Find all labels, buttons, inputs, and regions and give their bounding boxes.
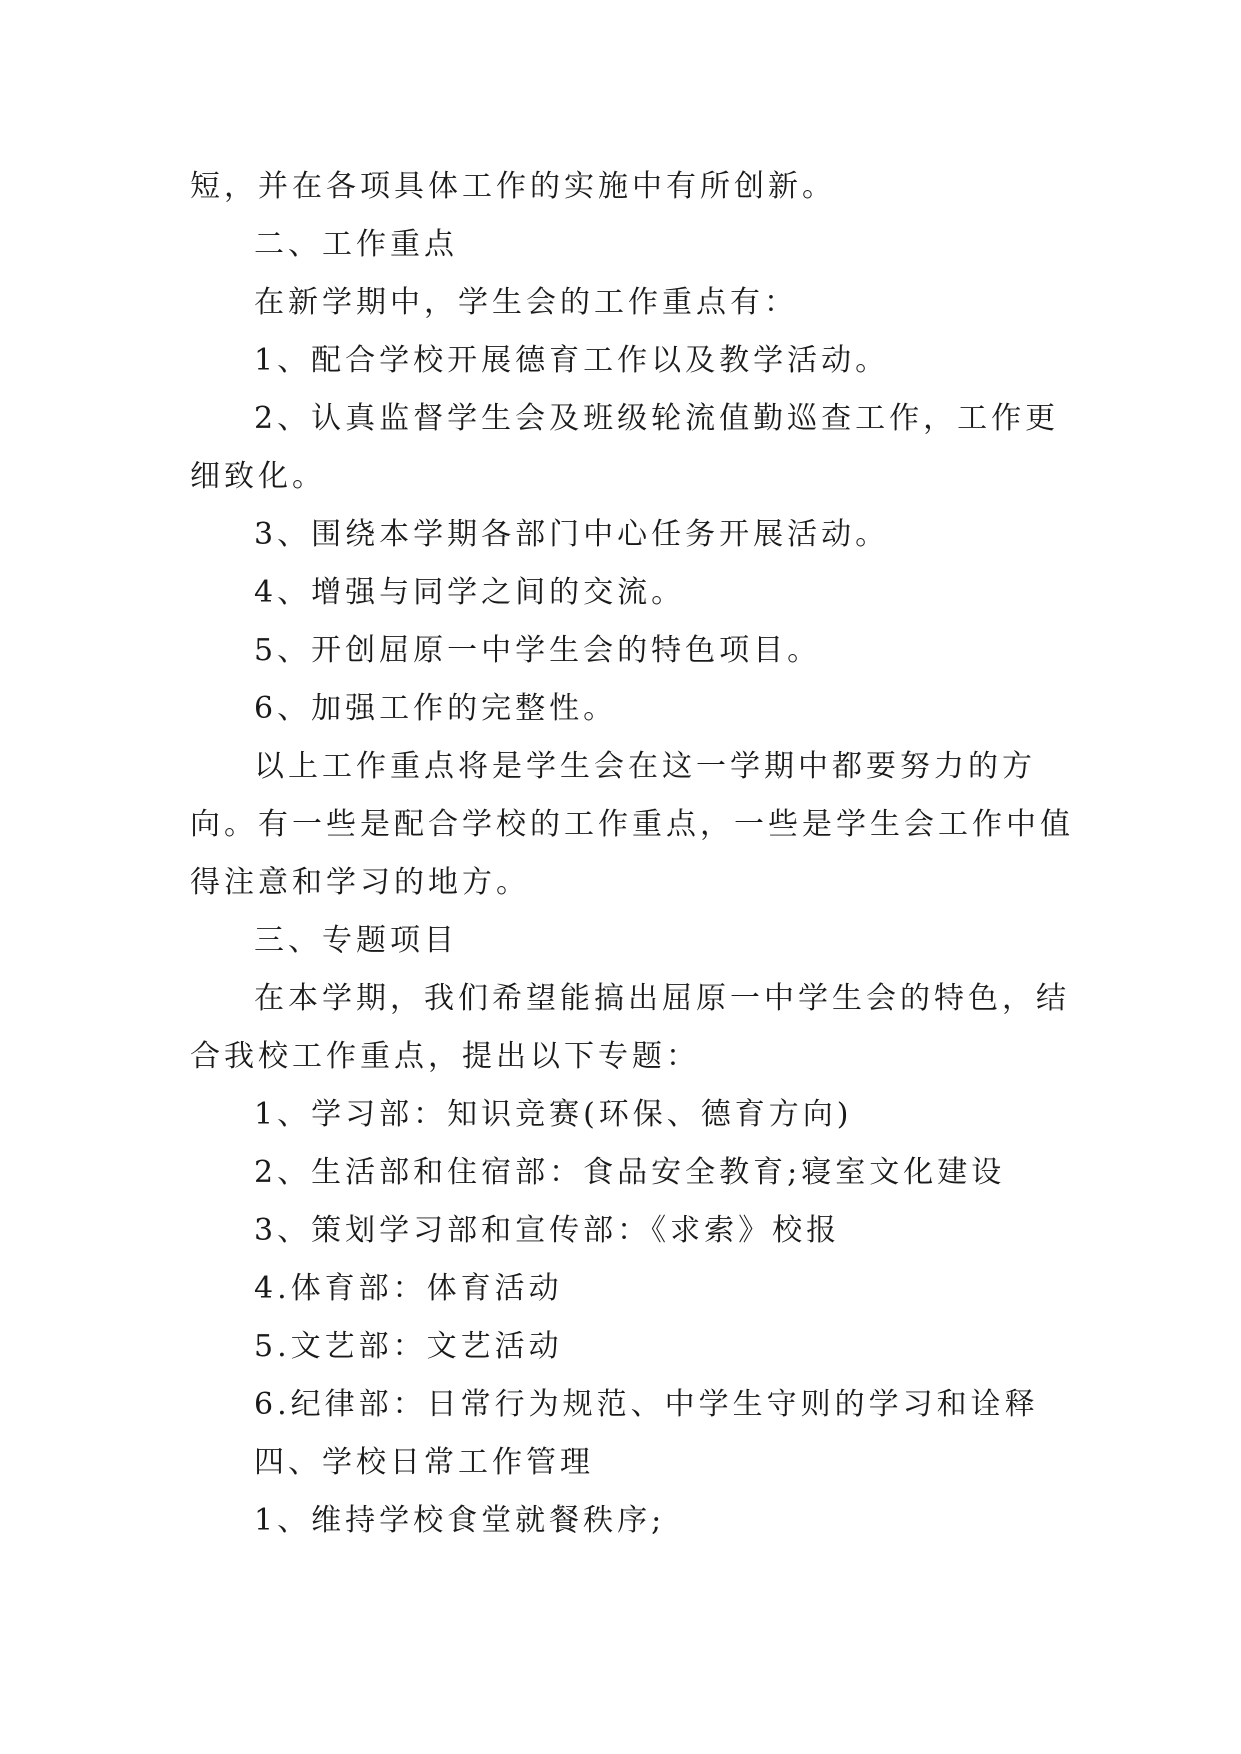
text-line: 在本学期，我们希望能搞出屈原一中学生会的特色，结 xyxy=(254,981,1070,1016)
text-line: 短，并在各项具体工作的实施中有所创新。 xyxy=(190,169,836,204)
text-line: 以上工作重点将是学生会在这一学期中都要努力的方 xyxy=(254,749,1036,784)
list-item: 5、开创屈原一中学生会的特色项目。 xyxy=(254,633,822,668)
section-heading: 三、专题项目 xyxy=(254,923,458,958)
list-item: 1、维持学校食堂就餐秩序; xyxy=(254,1503,666,1538)
list-item: 6.纪律部：日常行为规范、中学生守则的学习和诠释 xyxy=(254,1387,1039,1422)
list-item: 5.文艺部：文艺活动 xyxy=(254,1329,563,1364)
list-item: 6、加强工作的完整性。 xyxy=(254,691,618,726)
list-item: 3、围绕本学期各部门中心任务开展活动。 xyxy=(254,517,890,552)
list-item: 2、认真监督学生会及班级轮流值勤巡查工作，工作更 xyxy=(254,401,1060,436)
list-item: 3、策划学习部和宣传部：《求索》校报 xyxy=(254,1213,841,1248)
list-item: 4.体育部：体育活动 xyxy=(254,1271,563,1306)
section-heading: 四、学校日常工作管理 xyxy=(254,1445,594,1480)
document-body xyxy=(190,158,1074,1550)
text-line: 细致化。 xyxy=(190,459,326,494)
list-item: 2、生活部和住宿部：食品安全教育;寝室文化建设 xyxy=(254,1155,1006,1190)
text-line: 向。有一些是配合学校的工作重点，一些是学生会工作中值 xyxy=(190,807,1074,842)
text-line: 合我校工作重点，提出以下专题： xyxy=(190,1039,700,1074)
section-heading: 二、工作重点 xyxy=(254,227,458,262)
list-item: 1、配合学校开展德育工作以及教学活动。 xyxy=(254,343,890,378)
list-item: 4、增强与同学之间的交流。 xyxy=(254,575,686,610)
list-item: 1、学习部：知识竞赛(环保、德育方向) xyxy=(254,1097,853,1132)
text-line: 在新学期中，学生会的工作重点有： xyxy=(254,285,798,320)
text-line: 得注意和学习的地方。 xyxy=(190,865,530,900)
